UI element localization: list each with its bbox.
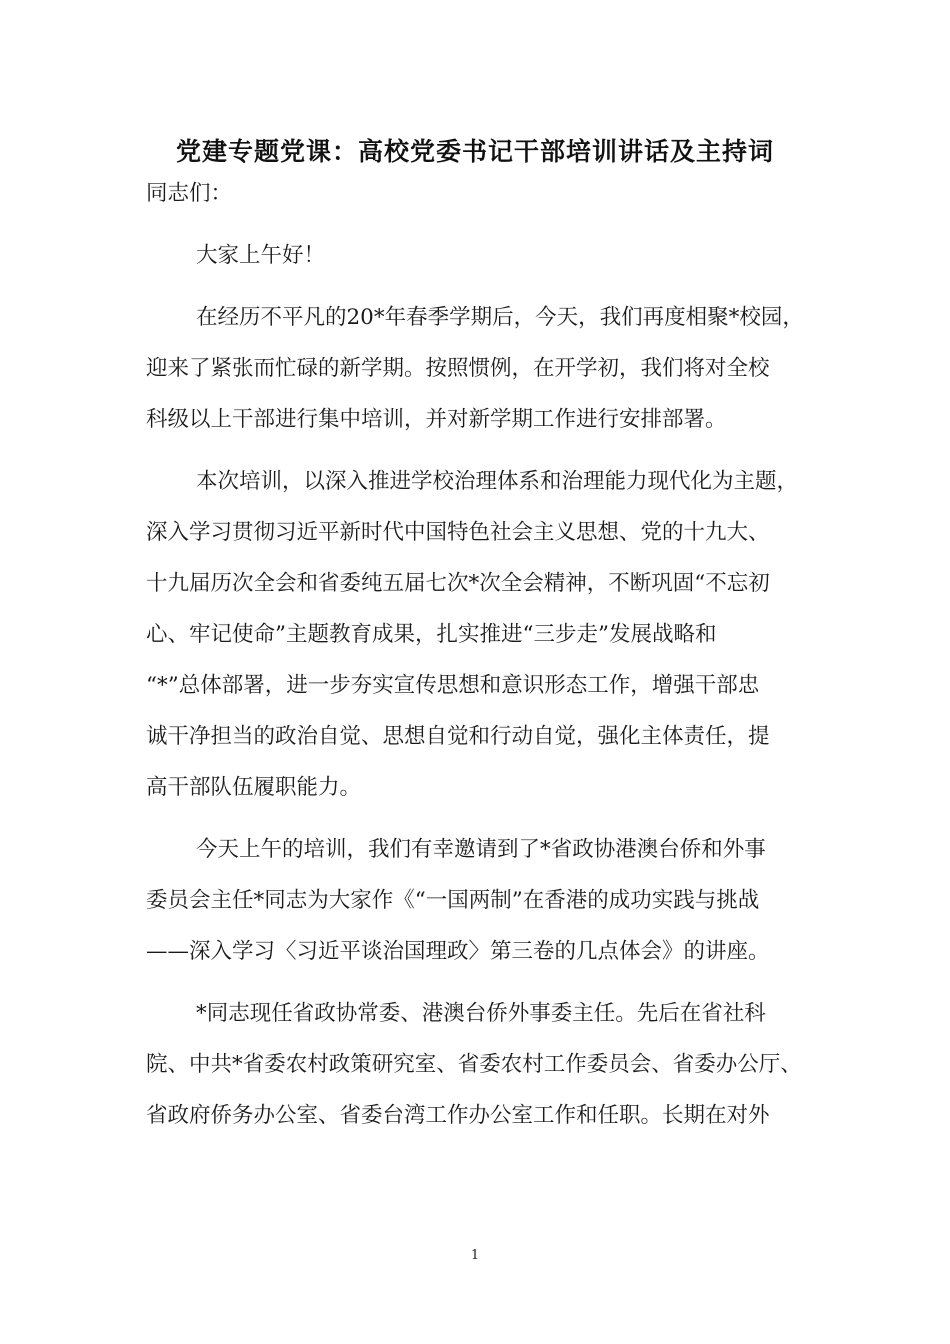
paragraph [146, 230, 826, 281]
paragraph-line: 十九届历次全会和省委纯五届七次*次全会精神，不断巩固“不忘初 [146, 571, 770, 596]
paragraph-line: 大家上午好！ [196, 243, 326, 268]
paragraph [146, 292, 826, 445]
page-number: 1 [470, 1248, 480, 1263]
paragraph-line: 今天上午的培训，我们有幸邀请到了*省政协港澳台侨和外事 [196, 837, 766, 862]
paragraph-line: 心、牢记使命”主题教育成果，扎实推进“三步走”发展战略和 [146, 622, 717, 647]
paragraph-line: 科级以上干部进行集中培训，并对新学期工作进行安排部署。 [146, 407, 727, 432]
document-title: 党建专题党课：高校党委书记干部培训讲话及主持词 [175, 137, 774, 166]
paragraph [146, 824, 826, 977]
paragraph-line: 诚干净担当的政治自觉、思想自觉和行动自觉，强化主体责任，提 [146, 724, 770, 749]
paragraph-line: 本次培训，以深入推进学校治理体系和治理能力现代化为主题， [196, 469, 799, 494]
paragraph-line: ——深入学习〈习近平谈治国理政〉第三卷的几点体会》的讲座。 [146, 939, 770, 964]
paragraph [146, 168, 826, 219]
paragraph-line: 深入学习贯彻习近平新时代中国特色社会主义思想、党的十九大、 [146, 520, 770, 545]
paragraph-line: 院、中共*省委农村政策研究室、省委农村工作委员会、省委办公厅、 [146, 1052, 802, 1077]
paragraph-line: 委员会主任*同志为大家作《“一国两制”在香港的成功实践与挑战 [146, 888, 760, 913]
paragraph-line: 迎来了紧张而忙碌的新学期。按照惯例，在开学初，我们将对全校 [146, 356, 770, 381]
paragraph [146, 988, 826, 1141]
paragraph-line: 高干部队伍履职能力。 [146, 775, 362, 800]
paragraph-line: *同志现任省政协常委、港澳台侨外事委主任。先后在省社科 [196, 1001, 766, 1026]
paragraph-line: 在经历不平凡的20*年春季学期后，今天，我们再度相聚*校园， [196, 305, 804, 330]
document-body [146, 168, 826, 1141]
paragraph-line: 同志们： [146, 181, 233, 206]
paragraph-line: 省政府侨务办公室、省委台湾工作办公室工作和任职。长期在对外 [146, 1103, 770, 1128]
paragraph [146, 456, 826, 813]
paragraph-line: “*”总体部署，进一步夯实宣传思想和意识形态工作，增强干部忠 [146, 673, 760, 698]
